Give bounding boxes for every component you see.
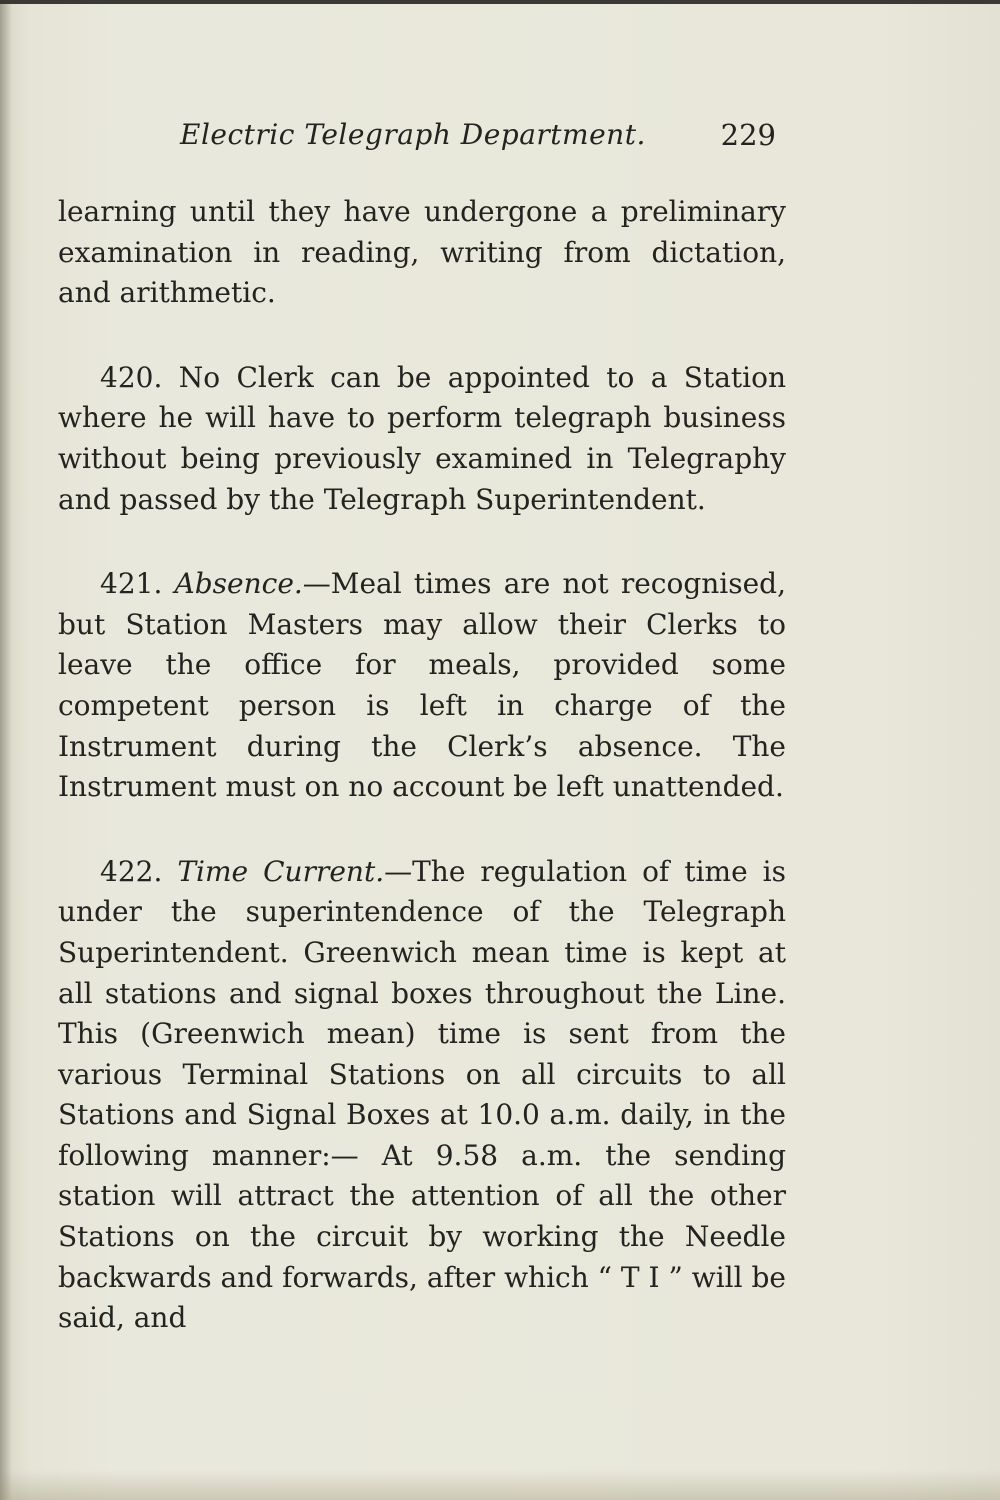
paragraph-number: 422.	[100, 854, 163, 888]
paragraph-continuation	[58, 192, 786, 314]
paragraph-heading: Time Current.	[177, 854, 385, 888]
paragraph-422	[58, 852, 786, 1339]
running-title: Electric Telegraph Department.	[180, 118, 646, 151]
paragraph-text: —The regulation of time is under the superintendence of the Telegraph Superintendent. Greenwich mean time is kept at all stations and signal boxes throughout the Line. This (Greenwich mean) time is sent from the various Terminal Stations on all circuits to all Stations and Signal Boxes at 10.0 a.m. daily, in the following manner:— At 9.58 a.m. the sending station will attract the attention of all the other Stations on the circuit by working the Needle backwards and forwards, after which “ T I ” will be said, and	[58, 854, 786, 1335]
paragraph-420	[58, 358, 786, 520]
paragraph-text: No Clerk can be appointed to a Station where he will have to perform telegraph business without being previously examined in Telegraphy and passed by the Telegraph Superintendent.	[58, 360, 786, 516]
page-number: 229	[720, 118, 776, 152]
paragraph-number: 421.	[100, 567, 163, 601]
running-header	[172, 114, 782, 158]
body-text	[58, 192, 786, 1339]
paragraph-421	[58, 564, 786, 808]
paragraph-text: —Meal times are not recognised, but Station Masters may allow their Clerks to leave the office for meals, provided some competent person is left in charge of the Instrument during the Clerk’s absence. The Instrument must on no account be left unattended.	[58, 567, 786, 804]
gutter-shadow	[0, 0, 12, 1500]
paragraph-heading: Absence.	[174, 567, 303, 601]
page-top-edge	[0, 0, 1000, 4]
page-bottom-shadow	[0, 1470, 1000, 1500]
paragraph-number: 420.	[100, 360, 163, 394]
paragraph-text: learning until they have undergone a preliminary examination in reading, writing from dictation, and arithmetic.	[58, 195, 786, 310]
